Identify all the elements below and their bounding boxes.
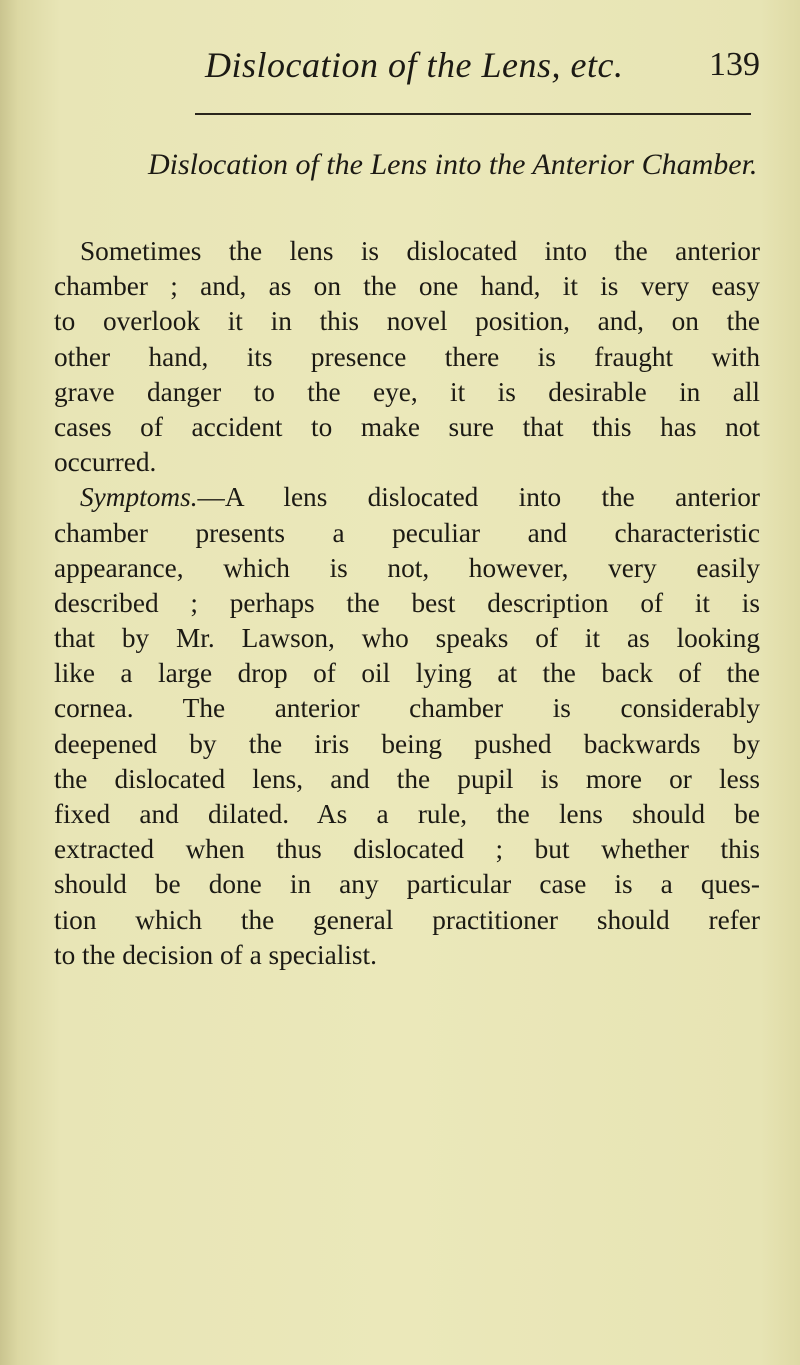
text-line: tion which the general practitioner should refer <box>54 904 760 935</box>
text-line: appearance, which is not, however, very easily <box>54 552 760 583</box>
text-line: fixed and dilated. As a rule, the lens should be <box>54 799 760 829</box>
text-line: cases of accident to make sure that this has not <box>54 411 760 442</box>
text-line: the dislocated lens, and the pupil is more or less <box>54 763 760 794</box>
text-line: like a large drop of oil lying at the back of the <box>54 658 760 689</box>
header-rule <box>195 113 751 115</box>
text-line: chamber ; and, as on the one hand, it is very easy <box>54 271 760 302</box>
text-line <box>54 480 760 515</box>
running-head <box>205 40 760 90</box>
text-line: chamber presents a peculiar and characteristic <box>54 517 760 548</box>
text-line: Sometimes the lens is dislocated into the anterior <box>80 236 760 266</box>
text-line-rest: —A lens dislocated into the anterior <box>197 482 760 513</box>
body-text <box>54 234 760 973</box>
run-in-heading: Symptoms. <box>80 482 198 513</box>
text-line: grave danger to the eye, it is desirable in all <box>54 376 760 407</box>
text-line: described ; perhaps the best description of it is <box>54 587 760 618</box>
paragraph-intro <box>54 234 760 480</box>
text-line: should be done in any particular case is a ques- <box>54 869 760 900</box>
running-title: Dislocation of the Lens, etc. <box>205 45 624 85</box>
page-number: 139 <box>709 46 760 83</box>
text-line: cornea. The anterior chamber is considerably <box>54 693 760 724</box>
text-line: occurred. <box>54 447 157 478</box>
text-line: to the decision of a specialist. <box>54 939 377 970</box>
text-line: other hand, its presence there is fraught with <box>54 341 760 372</box>
paragraph-symptoms <box>54 480 760 973</box>
text-line: deepened by the iris being pushed backwards by <box>54 728 760 759</box>
text-line: extracted when thus dislocated ; but whether this <box>54 834 760 865</box>
text-line: that by Mr. Lawson, who speaks of it as looking <box>54 623 760 654</box>
text-line: to overlook it in this novel position, and, on the <box>54 306 760 337</box>
section-heading: Dislocation of the Lens into the Anterior Chamber. <box>148 148 758 181</box>
